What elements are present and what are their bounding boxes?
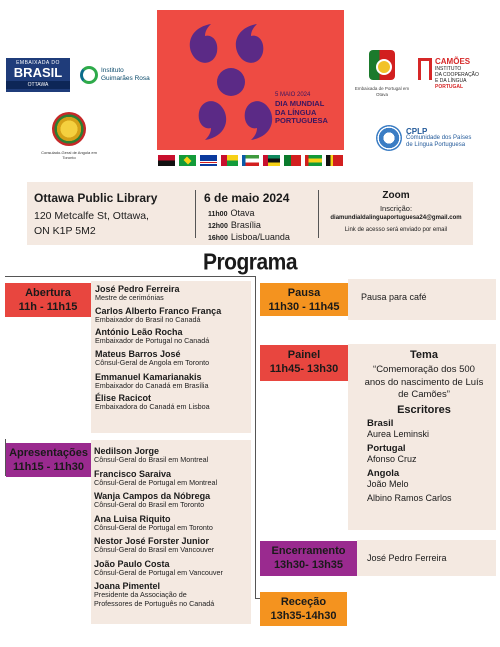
poster-title: DIA MUNDIAL DA LÍNGUA PORTUGUESA <box>275 99 328 125</box>
painel-tag: Painel 11h45- 13h30 <box>260 345 348 381</box>
abertura-speakers-list <box>95 284 251 411</box>
speaker: Ana Luisa Riquito Cônsul-Geral de Portugal em Toronto <box>94 513 213 532</box>
speaker: Nedilson Jorge Cônsul-Geral do Brasil em Montreal <box>94 446 209 464</box>
brazil-flag-icon <box>179 155 196 166</box>
brasil-embassy-logo: EMBAIXADA DO BRASIL OTTAWA <box>6 58 70 92</box>
instituto-guimaraes-rosa-logo: Instituto Guimarães Rosa <box>80 60 156 90</box>
tema-heading: Tema <box>410 349 438 361</box>
venue-address: 120 Metcalfe St, Ottawa, ON K1P 5M2 <box>34 210 149 237</box>
portugal-embassy-logo: Embaixada de Portugal em Otava <box>352 50 412 112</box>
speaker: Joana Pimentel Presidente da Associação de Professores de Português no Canadá <box>94 581 215 608</box>
quotation-marks-graphic <box>175 16 275 146</box>
apresentacoes-speakers-list <box>94 446 252 608</box>
tema-description: “Comemoração dos 500 anos do nascimento de Luís de Camões” <box>364 364 484 400</box>
timor-leste-flag-icon <box>326 155 343 166</box>
camoes-mark-icon <box>418 58 432 80</box>
speaker: José Pedro Ferreira Mestre de cerimónias <box>95 284 180 302</box>
rececao-tag: Receção 13h35-14h30 <box>260 592 347 626</box>
event-date: 6 de maio 2024 <box>204 191 290 205</box>
camoes-institute-logo: CAMÕES INSTITUTO DA COOPERAÇÃO E DA LÍNGUA PORTUGAL <box>418 58 496 88</box>
guinea-bissau-flag-icon <box>221 155 238 166</box>
pausa-tag: Pausa 11h30 - 11h45 <box>260 283 348 316</box>
speaker: Mateus Barros José Cônsul-Geral de Angola em Toronto <box>95 348 210 367</box>
cplp-logo: CPLP Comunidade dos Países de Língua Portuguesa <box>376 120 496 156</box>
speaker: Emmanuel Kamarianakis Embaixador do Canadá em Brasília <box>95 372 209 390</box>
apresentacoes-tag: Apresentações 11h15 - 11h30 <box>6 443 91 477</box>
pausa-description: Pausa para café <box>361 292 427 302</box>
speaker: Carlos Alberto Franco França Embaixador do Brasil no Canadá <box>95 305 222 324</box>
event-poster: 5 MAIO 2024 DIA MUNDIAL DA LÍNGUA PORTUGUESA <box>157 10 344 150</box>
mozambique-flag-icon <box>263 155 280 166</box>
programa-heading: Programa <box>202 249 298 276</box>
speaker: Wanja Campos da Nóbrega Cônsul-Geral do Brasil em Toronto <box>94 491 211 509</box>
portugal-flag-icon <box>284 155 301 166</box>
painel-content <box>352 349 496 504</box>
cape-verde-flag-icon <box>200 155 217 166</box>
angola-flag-icon <box>158 155 175 166</box>
escritores-heading: Escritores <box>397 403 451 416</box>
time-zones-list: 11h00 Otava 12h00 Brasília 16h00 Lisboa/Luanda <box>208 208 290 242</box>
encerramento-tag: Encerramento 13h30- 13h35 <box>260 541 357 576</box>
igr-ring-icon <box>80 66 98 84</box>
cplp-emblem-icon <box>376 125 402 151</box>
speaker: Francisco Saraiva Cônsul-Geral de Portugal em Montreal <box>94 468 218 487</box>
abertura-tag: Abertura 11h - 11h15 <box>5 283 91 317</box>
writers-list: Brasil Aurea Leminski Portugal Afonso Cruz Angola João Melo Albino Ramos Carlos <box>367 417 452 503</box>
venue-name: Ottawa Public Library <box>34 191 158 205</box>
portugal-arms-icon <box>369 50 395 80</box>
divider <box>318 190 319 238</box>
speaker: António Leão Rocha Embaixador de Portugal no Canadá <box>95 327 210 345</box>
cplp-flags-row <box>157 155 344 169</box>
angola-consulate-logo: Consulado-Geral de Angola em Toronto <box>40 112 98 174</box>
equatorial-guinea-flag-icon <box>242 155 259 166</box>
encerramento-speaker: José Pedro Ferreira <box>367 553 447 563</box>
speaker: Élise Racicot Embaixadora do Canadá em Lisboa <box>95 392 210 411</box>
angola-seal-icon <box>52 112 86 146</box>
connector-line <box>255 276 256 599</box>
registration-email[interactable]: diamundialdalinguaportuguesa24@gmail.com <box>330 215 462 221</box>
zoom-info: Zoom Inscrição: diamundialdalinguaportuguesa24@gmail.com Link de acesso será enviado por email <box>320 190 472 233</box>
connector-line <box>5 276 256 277</box>
speaker: João Paulo Costa Cônsul-Geral de Portugal em Vancouver <box>94 558 223 577</box>
sao-tome-flag-icon <box>305 155 322 166</box>
speaker: Nestor José Forster Junior Cônsul-Geral do Brasil em Vancouver <box>94 536 215 554</box>
divider <box>195 190 196 238</box>
